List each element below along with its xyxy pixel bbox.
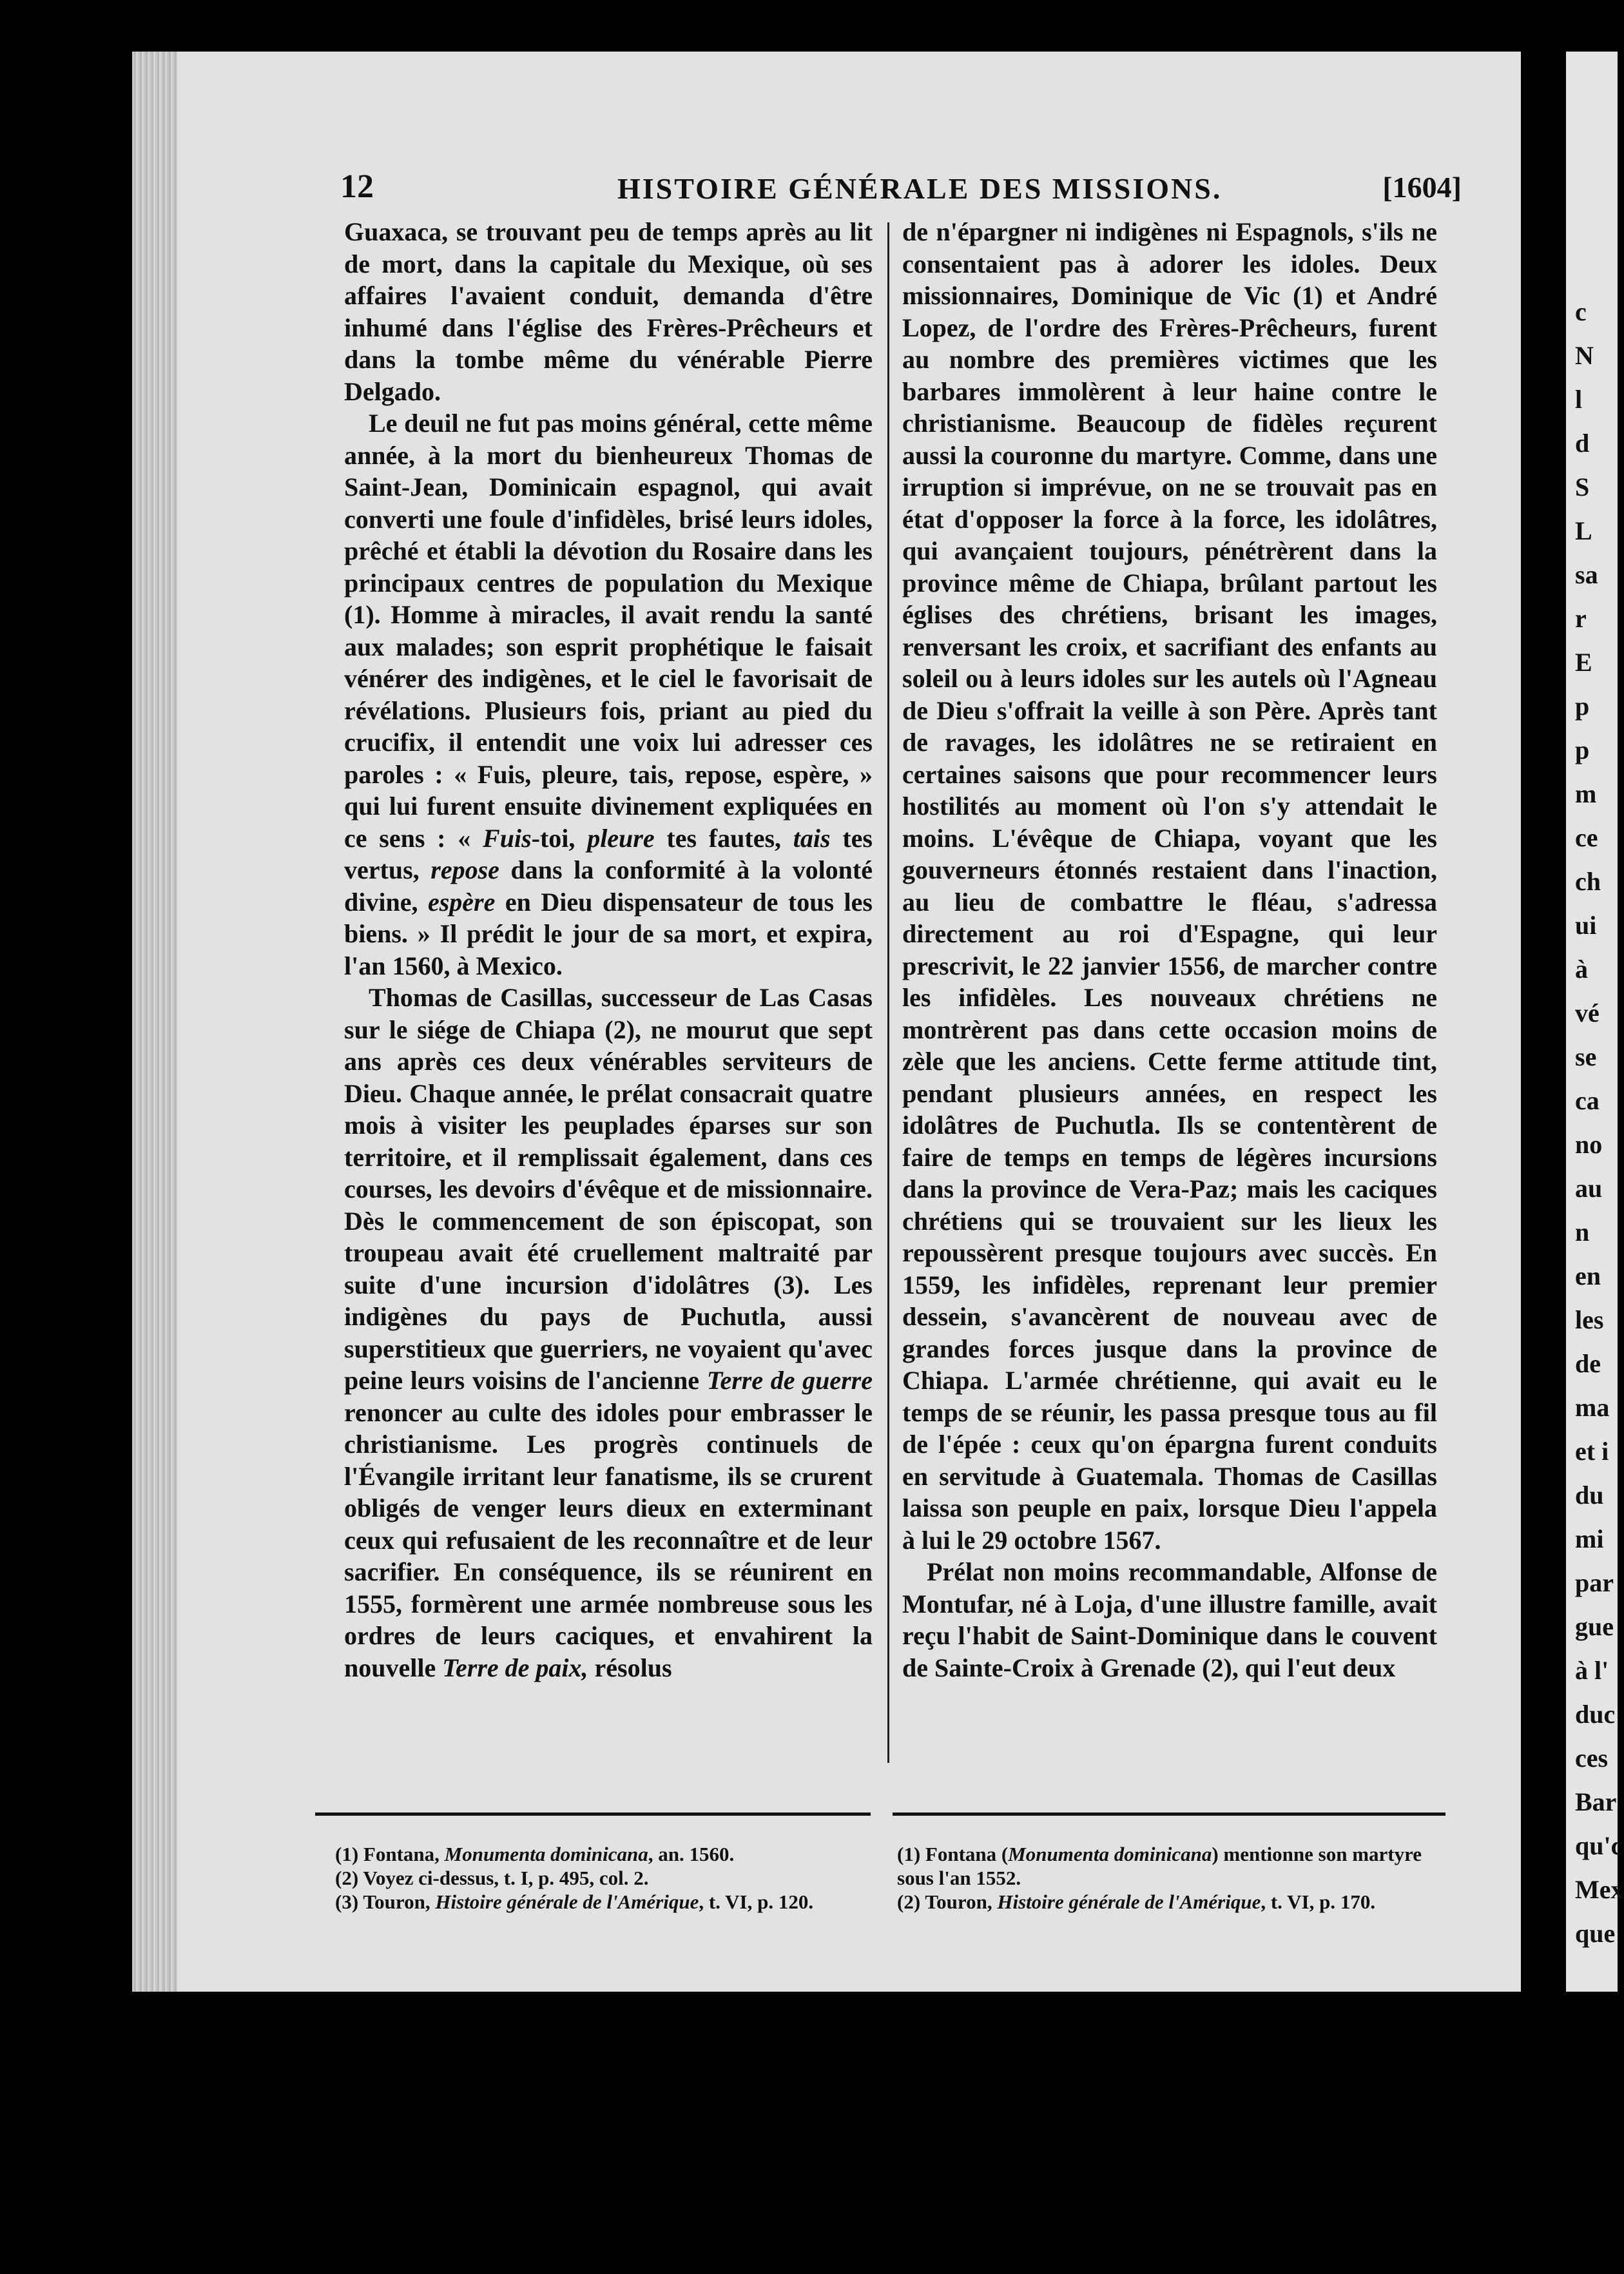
text-run: Guaxaca, se trouvant peu de temps après au lit de mort, dans la capitale du Mexique, où ses affaires l'avaient conduit, demanda d'être inhumé dans l'église des Frères-Prêcheurs et dans la tombe même du vénérable Pierre Delgado. [344, 217, 873, 406]
italic-text: pleure [587, 823, 655, 853]
text-run: Thomas de Casillas, successeur de Las Casas sur le siége de Chiapa (2), ne mourut que sept ans après ces deux vénérables serviteurs de Dieu. Chaque année, le prélat consacrait quatre mois à visiter les peuplades éparses sur son territoire, et il remplissait également, dans ces courses, les devoirs d'évêque et de missionnaire. Dès le commencement de son épiscopat, son troupeau avait été cruellement maltraité par suite d'une incursion d'idolâtres (3). Les indigènes du pays de Puchutla, aussi superstitieux que guerriers, ne voyaient qu'avec peine leurs voisins de l'ancienne [344, 983, 873, 1395]
adjacent-page-fragment: ce [1575, 823, 1598, 852]
right-text-column [902, 216, 1437, 1684]
adjacent-page-fragment: d [1575, 429, 1590, 458]
footnote [335, 1866, 825, 1890]
adjacent-page-fragment: L [1575, 516, 1592, 545]
italic-text: espère [427, 887, 496, 917]
italic-text: Monumenta dominicana [1008, 1843, 1212, 1865]
text-run: Prélat non moins recommandable, Alfonse de Montufar, né à Loja, d'une illustre famille, avait reçu l'habit de Saint-Dominique dans le couvent de Sainte-Croix à Grenade (2), qui l'eut deux [902, 1557, 1437, 1682]
running-head [340, 168, 1462, 213]
text-run: -toi, [531, 823, 588, 853]
text-run: (1) Fontana ( [897, 1843, 1009, 1865]
adjacent-page-fragment: l [1575, 385, 1583, 414]
text-run: ) mentionne son martyre sous l'an 1552. [897, 1843, 1422, 1889]
adjacent-page-fragment: m [1575, 779, 1597, 808]
text-run: (2) Voyez ci-dessus, t. I, p. 495, col. 2. [335, 1867, 649, 1889]
text-run: tes fautes, [654, 823, 793, 853]
adjacent-page-fragment: p [1575, 735, 1590, 764]
adjacent-page-fragment: ui [1575, 911, 1597, 940]
adjacent-page-fragment: de [1575, 1349, 1601, 1378]
footnote [335, 1842, 825, 1866]
adjacent-page-fragment: et i [1575, 1437, 1609, 1466]
paragraph [902, 1556, 1437, 1684]
text-run: , t. VI, p. 120. [699, 1890, 814, 1913]
text-run: dans la conformité à la volonté divine, [344, 855, 873, 917]
left-text-column [344, 216, 873, 1684]
text-run: (1) Fontana, [335, 1843, 445, 1865]
adjacent-page-fragment: les [1575, 1305, 1604, 1334]
text-run: renoncer au culte des idoles pour embrasser le christianisme. Les progrès continuels de l'Évangile irritant leur fanatisme, ils se crurent obligés de venger leurs dieux en exterminant ceux qui refusaient de les reconnaître et de leur sacrifier. En conséquence, ils se réunirent en 1555, formèrent une armée nombreuse sous les ordres de leurs caciques, et envahirent la nouvelle [344, 1397, 873, 1682]
adjacent-page-fragment: n [1575, 1218, 1590, 1247]
adjacent-page-fragment: no [1575, 1130, 1603, 1159]
text-run: (3) Touron, [335, 1890, 436, 1913]
adjacent-page-fragment: par [1575, 1568, 1614, 1597]
text-run: Le deuil ne fut pas moins général, cette même année, à la mort du bienheureux Thomas de Saint-Jean, Dominicain espagnol, qui avait converti une foule d'infidèles, brisé leurs idoles, prêché et établi la dévotion du Rosaire dans les principaux centres de population du Mexique (1). Homme à miracles, il avait rendu la santé aux malades; son esprit prophétique le faisait vénérer des indigènes, et le ciel le favorisait de révélations. Plusieurs fois, priant au pied du crucifix, il entendit une voix lui adresser ces paroles : « Fuis, pleure, tais, repose, espère, » qui lui furent ensuite divinement expliquées en ce sens : « [344, 409, 873, 853]
left-footnotes [335, 1842, 825, 1914]
adjacent-page-fragment: se [1575, 1042, 1597, 1071]
paragraph [344, 982, 873, 1684]
adjacent-page-fragment: c [1575, 297, 1587, 326]
footnote [897, 1890, 1453, 1914]
italic-text: Monumenta dominicana [444, 1843, 648, 1865]
adjacent-page-fragment: E [1575, 648, 1592, 677]
book-spine [132, 52, 177, 1992]
adjacent-page-fragment: à l' [1575, 1656, 1609, 1685]
footnote [335, 1890, 825, 1914]
text-run: résolus [588, 1653, 672, 1682]
adjacent-page-fragment: ma [1575, 1393, 1610, 1422]
column-divider [887, 222, 889, 1763]
adjacent-page-fragment: ca [1575, 1086, 1600, 1115]
adjacent-page-fragment: r [1575, 604, 1587, 633]
italic-text: tais [793, 823, 831, 853]
adjacent-page-fragment: N [1575, 341, 1594, 370]
adjacent-page-fragment: qu'c [1575, 1831, 1623, 1860]
adjacent-page-fragment: sa [1575, 560, 1598, 589]
adjacent-page-fragment: Bar [1575, 1787, 1617, 1816]
italic-text: repose [430, 855, 499, 884]
adjacent-page-fragment: que [1575, 1919, 1616, 1948]
italic-text: Terre de paix, [442, 1653, 588, 1682]
adjacent-page-fragment: Mex [1575, 1875, 1624, 1904]
text-run: tes vertus, [344, 823, 873, 884]
adjacent-page-fragment: du [1575, 1481, 1604, 1510]
paragraph [902, 216, 1437, 1556]
year-marker: [1604] [1382, 171, 1462, 204]
text-run: de n'épargner ni indigènes ni Espagnols, s'ils ne consentaient pas à adorer les idoles. Deux missionnaires, Dominique de Vic (1) et André Lopez, de l'ordre des Frères-Prêcheurs, furent au nombre des premières victimes que les barbares immolèrent à leur haine contre le christianisme. Beaucoup de fidèles reçurent aussi la couronne du martyre. Comme, dans une irruption si imprévue, on ne se trouvait pas en état d'opposer la force à la force, les idolâtres, qui avançaient toujours, pénétrèrent dans la province même de Chiapa, brûlant partout les églises des chrétiens, brisant les images, renversant les croix, et sacrifiant des enfants au soleil ou à leurs idoles sur les autels où l'Agneau de Dieu s'offrait la veille à son Père. Après tant de ravages, les idolâtres ne se retiraient en certaines saisons que pour recommencer leurs hostilités au moment où l'on s'y attendait le moins. L'évêque de Chiapa, voyant que les gouverneurs étonnés restaient dans l'inaction, au lieu de combattre le fléau, s'adressa directement au roi d'Espagne, qui leur prescrivit, le 22 janvier 1556, de marcher contre les infidèles. Les nouveaux chrétiens ne montrèrent pas dans cette occasion moins de zèle que les anciens. Cette ferme attitude tint, pendant plusieurs années, en respect les idolâtres de Puchutla. Ils se contentèrent de faire de temps en temps de légères incursions dans la province de Vera-Paz; mais les caciques chrétiens qui se trouvaient sur les lieux les repoussèrent presque toujours avec succès. En 1559, les infidèles, reprenant leur premier dessein, s'avancèrent de nouveau avec de grandes forces jusque dans la province de Chiapa. L'armée chrétienne, qui avait eu le temps de se réunir, les passa presque tous au fil de l'épée : ceux qu'on épargna furent conduits en servitude à Guatemala. Thomas de Casillas laissa son peuple en paix, lorsque Dieu l'appela à lui le 29 octobre 1567. [902, 217, 1437, 1555]
text-run: (2) Touron, [897, 1890, 998, 1913]
footnote [897, 1842, 1453, 1890]
adjacent-page-fragment: duc [1575, 1700, 1616, 1729]
adjacent-page-fragment: p [1575, 692, 1590, 721]
italic-text: Fuis [483, 823, 532, 853]
text-run: en Dieu dispensateur de tous les biens. » Il prédit le jour de sa mort, et expira, l'an 1560, à Mexico. [344, 887, 873, 980]
italic-text: Terre de guerre [706, 1366, 873, 1395]
adjacent-page-fragment: ces [1575, 1744, 1609, 1773]
adjacent-page-fragment: à [1575, 955, 1588, 984]
adjacent-page-fragment: au [1575, 1174, 1603, 1203]
text-run: , an. 1560. [648, 1843, 735, 1865]
adjacent-page-fragment: mi [1575, 1524, 1604, 1553]
left-footnote-rule [315, 1812, 871, 1816]
adjacent-page-fragment: gue [1575, 1612, 1614, 1641]
adjacent-page-fragment: ch [1575, 867, 1601, 896]
right-footnotes [897, 1842, 1453, 1914]
adjacent-page-fragment: vé [1575, 998, 1600, 1027]
right-footnote-rule [893, 1812, 1445, 1816]
paragraph [344, 216, 873, 407]
page-number: 12 [340, 168, 374, 205]
paragraph [344, 407, 873, 982]
text-run: , t. VI, p. 170. [1261, 1890, 1376, 1913]
adjacent-page-edge [1566, 52, 1624, 1992]
italic-text: Histoire générale de l'Amérique [997, 1890, 1261, 1913]
adjacent-page-fragment: S [1575, 472, 1590, 501]
running-title: HISTOIRE GÉNÉRALE DES MISSIONS. [617, 172, 1223, 205]
adjacent-page-fragment: en [1575, 1261, 1601, 1290]
italic-text: Histoire générale de l'Amérique [435, 1890, 699, 1913]
